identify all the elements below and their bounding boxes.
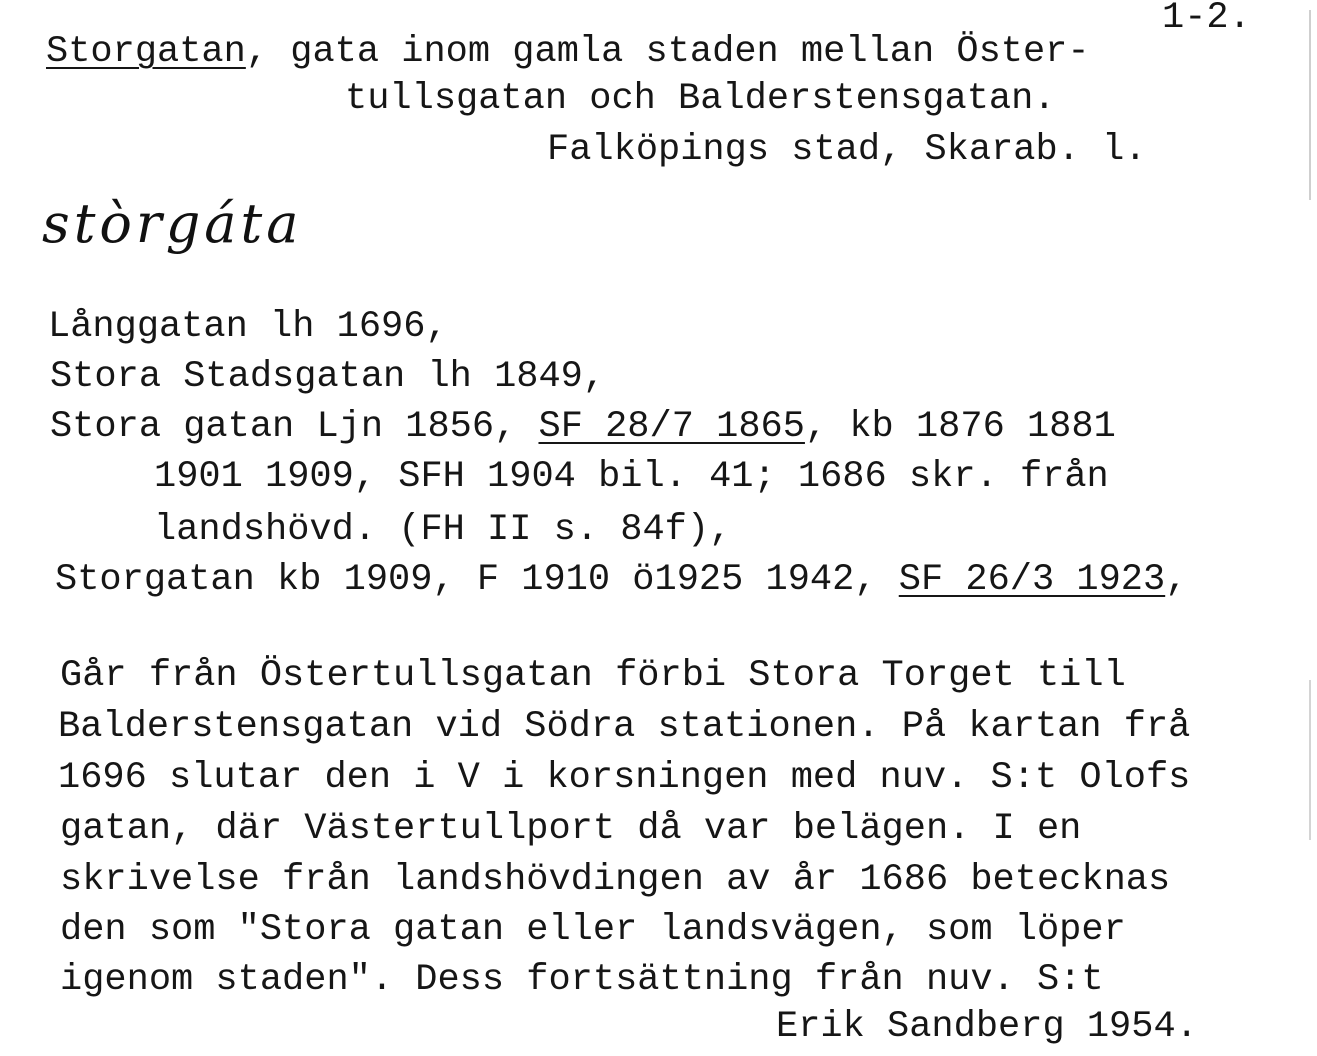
form-line-5: landshövd. (FH II s. 84f),: [154, 509, 732, 551]
card-edge-shadow: [1309, 680, 1311, 840]
signature: Erik Sandberg 1954.: [776, 1006, 1198, 1048]
heading-description: , gata inom gamla staden mellan Öster-: [245, 31, 1090, 73]
heading-line-2: tullsgatan och Balderstensgatan.: [345, 78, 1056, 120]
description-line-1: Går från Östertullsgatan förbi Stora Torget till: [60, 655, 1126, 697]
heading-line-1: [46, 30, 1090, 74]
source-reference: SF 28/7 1865: [538, 406, 805, 448]
card-edge-shadow: [1309, 10, 1311, 200]
description-line-4: gatan, där Västertullport då var belägen. I en: [60, 808, 1082, 850]
form-text: , kb 1876 1881: [804, 406, 1116, 448]
description-line-2: Balderstensgatan vid Södra stationen. På kartan frå: [58, 706, 1191, 748]
form-text: Stora gatan Ljn 1856,: [50, 406, 539, 448]
handwritten-pronunciation: stòrgáta: [42, 192, 303, 255]
form-text: ,: [1165, 559, 1188, 601]
form-line-6: [55, 558, 1187, 602]
card-number: 1-2.: [1162, 0, 1251, 39]
description-line-3: 1696 slutar den i V i korsningen med nuv. S:t Olofs: [58, 757, 1191, 799]
form-line-1: Långgatan lh 1696,: [48, 306, 448, 348]
description-line-7: igenom staden". Dess fortsättning från nuv. S:t: [60, 959, 1104, 1001]
heading-location: Falköpings stad, Skarab. l.: [547, 129, 1147, 171]
source-reference: SF 26/3 1923: [898, 559, 1166, 601]
description-line-5: skrivelse från landshövdingen av år 1686 betecknas: [60, 859, 1171, 901]
street-name: Storgatan: [46, 31, 246, 73]
form-line-2: Stora Stadsgatan lh 1849,: [50, 356, 606, 398]
description-line-6: den som "Stora gatan eller landsvägen, som löper: [60, 909, 1126, 951]
form-text: Storgatan kb 1909, F 1910 ö1925 1942,: [55, 559, 899, 601]
form-line-4: 1901 1909, SFH 1904 bil. 41; 1686 skr. från: [154, 456, 1109, 498]
form-line-3: [50, 405, 1116, 449]
